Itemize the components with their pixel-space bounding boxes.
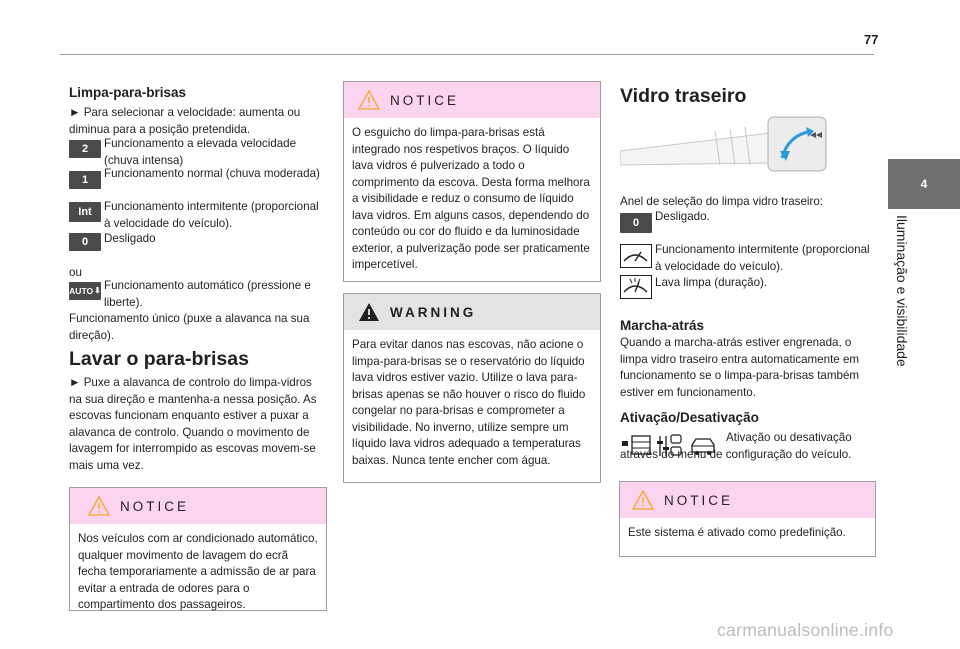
warning-header (344, 294, 600, 330)
page-number: 77 (864, 32, 879, 47)
chapter-tab[interactable]: 4 (888, 159, 960, 209)
notice-header (620, 482, 875, 518)
rear-int-text: Funcionamento intermitente (proporcional à velocidade do veículo). (655, 243, 870, 273)
auto-badge (69, 282, 101, 300)
warning-triangle-icon (358, 302, 380, 322)
notice-label: NOTICE (664, 492, 734, 508)
speed-0-badge: 0 (69, 233, 101, 251)
auto-text: Funcionamento automático (pressione e liberte). (104, 279, 311, 309)
chapter-title: Iluminação e visibilidade (894, 215, 910, 367)
heading-rear-window: Vidro traseiro (620, 85, 747, 107)
speed-int-text: Funcionamento intermitente (proporcional à velocidade do veículo). (104, 200, 319, 230)
notice-text: Nos veículos com ar condicionado automático, qualquer movimento de lavagem do ecrã fecha temporariamente a admissão de ar para evitar a entrada de odores para o compartimento dos passageiros. (78, 532, 318, 611)
warning-triangle-icon (358, 90, 380, 110)
speed-int-badge: Int (69, 202, 101, 222)
notice-label: NOTICE (120, 498, 190, 514)
heading-activation: Ativação/Desativação (620, 410, 759, 425)
heading-wipers: Limpa-para-brisas (69, 85, 187, 100)
warning-box (343, 293, 601, 483)
wipers-intro: ► Para selecionar a velocidade: aumenta ou diminua para a posição pretendida. (69, 106, 301, 136)
arrow-down-icon: ⬇ (94, 286, 101, 295)
or-text: ou (69, 266, 82, 279)
heading-wash: Lavar o para-brisas (69, 348, 249, 370)
speed-2-text: Funcionamento a elevada velocidade (chuva intensa) (104, 137, 297, 167)
header-rule (60, 54, 874, 55)
warning-triangle-icon (632, 490, 654, 510)
rear-wiper-intermittent-icon (620, 244, 652, 268)
notice-box-1 (69, 487, 327, 611)
notice-label: NOTICE (390, 92, 460, 108)
notice-box-3 (619, 481, 876, 557)
heading-reverse: Marcha-atrás (620, 318, 705, 333)
notice-header (70, 488, 326, 524)
notice-text: O esguicho do limpa-para-brisas está integrado nos respetivos braços. O líquido lava vidros é pulverizado a todo o comprimento da escova. Desta forma melhora a visibilidade e reduz o consumo de líquido lava vidros. Em alguns casos, dependendo do conteúdo ou cor do fluido e da luminosidade exterior, a pulverização pode ser praticamente impercetível. (352, 126, 590, 271)
activation-text: Ativação ou desativação através do menu de configuração do veículo. (620, 431, 852, 461)
notice-box-2 (343, 81, 601, 282)
notice-text: Este sistema é ativado como predefinição. (628, 526, 846, 539)
wash-text: ► Puxe a alavanca de controlo do limpa-vidros na sua direção e mantenha-a nessa posição. As escovas funcionam enquanto estiver a puxar a alavanca de controlo. Quando o movimento de lavagem for interrompido as escovas movem-se mais uma vez. (69, 376, 317, 472)
rear-0-text: Desligado. (655, 210, 710, 223)
notice-header (344, 82, 600, 118)
speed-1-badge: 1 (69, 171, 101, 189)
warning-text: Para evitar danos nas escovas, não acione o limpa-para-brisas se o reservatório do líquido lava vidros estiver vazio. Utilize o lava para-brisas apenas se não houver o risco do fluido congelar no para-brisas e comprometer a visibilidade. No inverno, utilize sempre um líquido lava vidros adequado a temperaturas baixas. Nunca tente encher com água. (352, 338, 586, 467)
speed-0-text: Desligado (104, 232, 156, 245)
speed-1-text: Funcionamento normal (chuva moderada) (104, 167, 320, 180)
rear-0-badge: 0 (620, 213, 652, 233)
ring-text: Anel de seleção do limpa vidro traseiro: (620, 195, 823, 208)
wiper-stalk-illustration (620, 113, 830, 183)
warning-label: WARNING (390, 304, 477, 320)
rear-wiper-wash-icon (620, 275, 652, 299)
single-sweep-text: Funcionamento único (puxe a alavanca na sua direção). (69, 312, 310, 342)
reverse-text: Quando a marcha-atrás estiver engrenada, o limpa vidro traseiro entra automaticamente em funcionamento se o limpa-para-brisas também estiver em funcionamento. (620, 336, 860, 399)
speed-2-badge: 2 (69, 140, 101, 158)
watermark: carmanualsonline.info (717, 620, 894, 640)
warning-triangle-icon (88, 496, 110, 516)
rear-wash-text: Lava limpa (duração). (655, 276, 768, 289)
auto-badge-label: AUTO (69, 286, 94, 296)
